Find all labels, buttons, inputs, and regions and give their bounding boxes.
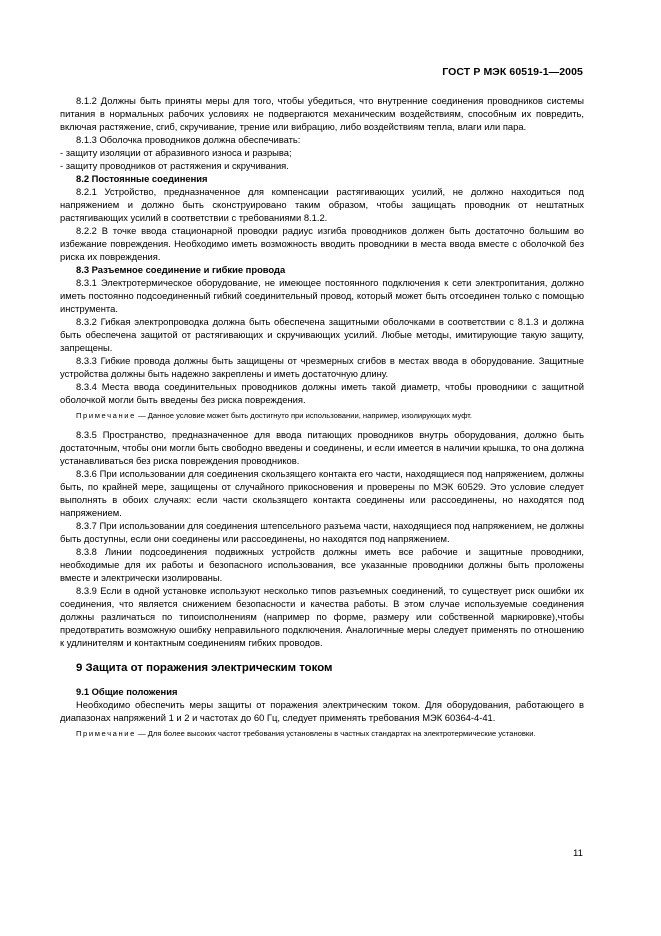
paragraph: 8.3.5 Пространство, предназначенное для ввода питающих проводников внутрь оборудования, должно быть достаточным, чтобы они могли быть свободно введены и соединены, и если имеется в наличии крышка, то она должна устанавливаться без риска повреждения проводников.: [60, 428, 584, 466]
note-text: — Для более высоких частот требования установлены в частных стандартах на электротермические установки.: [135, 728, 536, 738]
section-heading: 9 Защита от поражения электрическим током: [76, 661, 333, 674]
paragraph: 8.1.3 Оболочка проводников должна обеспечивать:: [76, 134, 301, 145]
paragraph: 8.2.1 Устройство, предназначенное для компенсации растягивающих усилий, не должно находиться под напряжением и должно быть сконструировано таким образом, чтобы защищать проводник от нештатных растягивающих усилий в соответствии с требованиями 8.1.2.: [60, 186, 584, 223]
subsection-heading: 9.1 Общие положения: [76, 685, 178, 697]
paragraph: Необходимо обеспечить меры защиты от поражения электрическим током. Для оборудования, работающего в диапазонах напряжений 1 и 2 и частотах до 60 Гц, следует применять требования МЭК 60364-4-41.: [60, 698, 584, 723]
paragraph: 8.2.2 В точке ввода стационарной проводки радиус изгиба проводников должен быть достаточно большим во избежание повреждения. Необходимо иметь возможность вводить проводники в места ввода вместе с оболочкой без риска их повреждения.: [60, 225, 584, 262]
note-label: Примечание: [76, 728, 136, 738]
page-number: 11: [573, 848, 583, 859]
paragraph: 8.3.2 Гибкая электропроводка должна быть обеспечена защитными оболочками в соответствии с 8.1.3 и должна быть обеспечена защитой от растягивающих и скручивающих усилий. Любые методы, имитирующие такую защиту, запрещены.: [60, 316, 584, 353]
paragraph: 8.3.4 Места ввода соединительных проводников должны иметь такой диаметр, чтобы проводники с защитной оболочкой могли быть введены без риска повреждения.: [60, 381, 584, 405]
subsection-heading: 8.3 Разъемное соединение и гибкие провода: [76, 264, 286, 275]
body-text: [60, 94, 584, 745]
paragraph: 8.3.6 При использовании для соединения скользящего контакта его части, находящиеся под напряжением, должны быть, по крайней мере, защищены от случайного прикосновения и проверены по МЭК 60529. Это условие следует выполнять в обоих случаях: если части скользящего контакта соединены или рассоединены, но находятся под напряжением.: [60, 467, 584, 518]
note: [60, 728, 584, 740]
paragraph: 8.3.1 Электротермическое оборудование, не имеющее постоянного подключения к сети электропитания, должно иметь постоянно подсоединенный гибкий соединительный провод, который может быть отсоединен только с помощью инструмента.: [60, 277, 584, 314]
paragraph: 8.3.3 Гибкие провода должны быть защищены от чрезмерных сгибов в местах ввода в оборудование. Защитные устройства должны быть надежно закреплены и иметь достаточную длину.: [60, 355, 584, 379]
paragraph: 8.3.7 При использовании для соединения штепсельного разъема части, находящиеся под напряжением, не должны быть доступны, если они соединены или рассоединены, но находятся под напряжением.: [60, 519, 584, 544]
list-item: - защиту изоляции от абразивного износа и разрыва;: [60, 147, 292, 158]
document-id-header: ГОСТ Р МЭК 60519-1—2005: [442, 66, 583, 78]
paragraph: 8.3.9 Если в одной установке используют несколько типов разъемных соединений, то существует риск ошибки их соединения, что является снижением безопасности и качества работы. В этом случае используемые соединения должны различаться по типоисполнениям (например по форме, размеру или собственной маркировке),чтобы предотвратить возможную ошибку неправильного подключения. Аналогичные меры следует применять по отношению к удлинителям и контактным соединениям гибких проводов.: [60, 584, 584, 648]
list-item: - защиту проводников от растяжения и скручивания.: [60, 160, 289, 171]
note-text: — Данное условие может быть достигнуто при использовании, например, изолирующих муфт.: [135, 411, 473, 420]
paragraph: 8.1.2 Должны быть приняты меры для того, чтобы убедиться, что внутренние соединения проводников системы питания в нормальных рабочих условиях не подвергаются механическим воздействиям, способным их повредить, включая растяжение, сгиб, скручивание, трение или вибрацию, либо воздействиям тепла, влаги или пара.: [60, 95, 584, 132]
note-label: Примечание: [76, 411, 136, 420]
subsection-heading: 8.2 Постоянные соединения: [76, 173, 208, 184]
note: [60, 410, 584, 422]
paragraph: 8.3.8 Линии подсоединения подвижных устройств должны иметь все рабочие и защитные проводники, необходимые для их работы и безопасного использования, все указанные проводники должны быть проложены вместе и электрически изолированы.: [60, 545, 584, 583]
